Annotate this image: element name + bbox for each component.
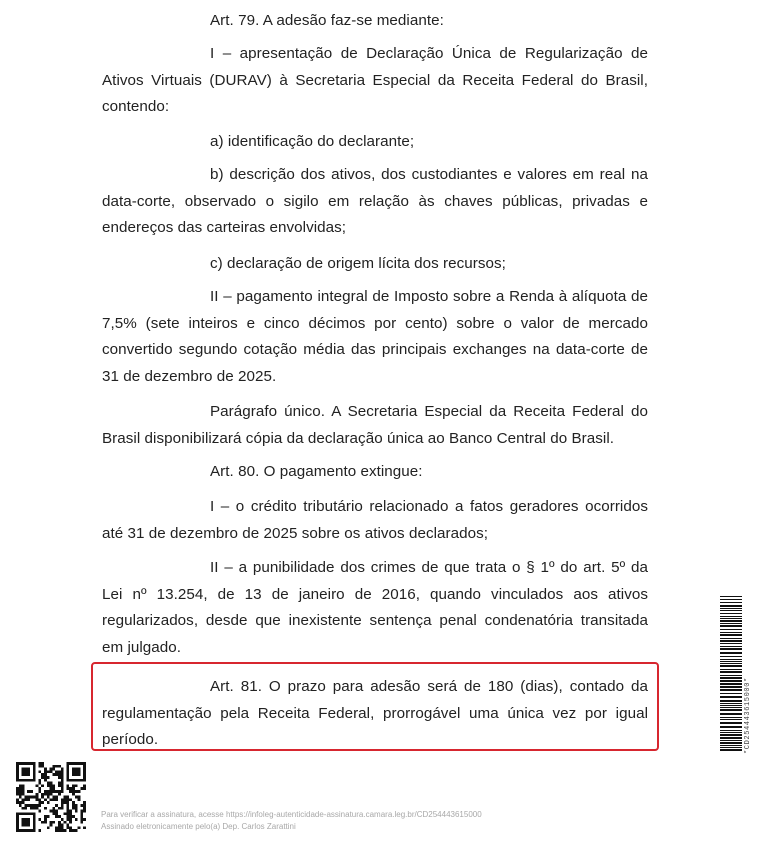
qr-code-icon[interactable]: [16, 762, 86, 832]
article-79-item-ii: II – pagamento integral de Imposto sobre a Renda à alíquota de 7,5% (sete inteiros e cinco décimos por cento) sobre o valor de mercado convertido segundo cotação média das principais exchanges na data-corte de 31 de dezembro de 2025.: [102, 288, 648, 385]
article-80-item-i: I – o crédito tributário relacionado a fatos geradores ocorridos até 31 de dezembro de 2025 sobre os ativos declarados;: [102, 498, 648, 542]
signature-footer: [101, 809, 482, 833]
article-79-heading: Art. 79. A adesão faz-se mediante:: [210, 12, 444, 29]
article-79-subitem-c: c) declaração de origem lícita dos recursos;: [210, 255, 506, 272]
article-80-heading: Art. 80. O pagamento extingue:: [210, 463, 423, 480]
article-79-subitem-a: a) identificação do declarante;: [210, 133, 415, 150]
article-80-item-ii: II – a punibilidade dos crimes de que trata o § 1º do art. 5º da Lei nº 13.254, de 13 de janeiro de 2016, quando vinculados aos ativos regularizados, desde que inexistente sentença penal condenatória transitada em julgado.: [102, 559, 648, 656]
article-81-highlight-box: [91, 662, 659, 751]
verification-line[interactable]: Para verificar a assinatura, acesse https://infoleg-autenticidade-assinatura.camara.leg.br/CD254443615000: [101, 810, 482, 819]
article-79-subitem-b: b) descrição dos ativos, dos custodiantes e valores em real na data-corte, observado o sigilo em relação às chaves públicas, privadas e endereços das carteiras envolvidas;: [102, 166, 648, 236]
signed-by-line: Assinado eletronicamente pelo(a) Dep. Carlos Zarattini: [101, 822, 296, 831]
article-79-item-i: I – apresentação de Declaração Única de Regularização de Ativos Virtuais (DURAV) à Secretaria Especial da Receita Federal do Brasil, contendo:: [102, 45, 648, 115]
article-79-sole-paragraph: Parágrafo único. A Secretaria Especial da Receita Federal do Brasil disponibilizará cópia da declaração única ao Banco Central do Brasil.: [102, 403, 648, 447]
article-81-text: Art. 81. O prazo para adesão será de 180 (dias), contado da regulamentação pela Receita Federal, prorrogável uma única vez por igual período.: [102, 678, 648, 748]
barcode-code: *CD254443615000*: [744, 677, 752, 754]
